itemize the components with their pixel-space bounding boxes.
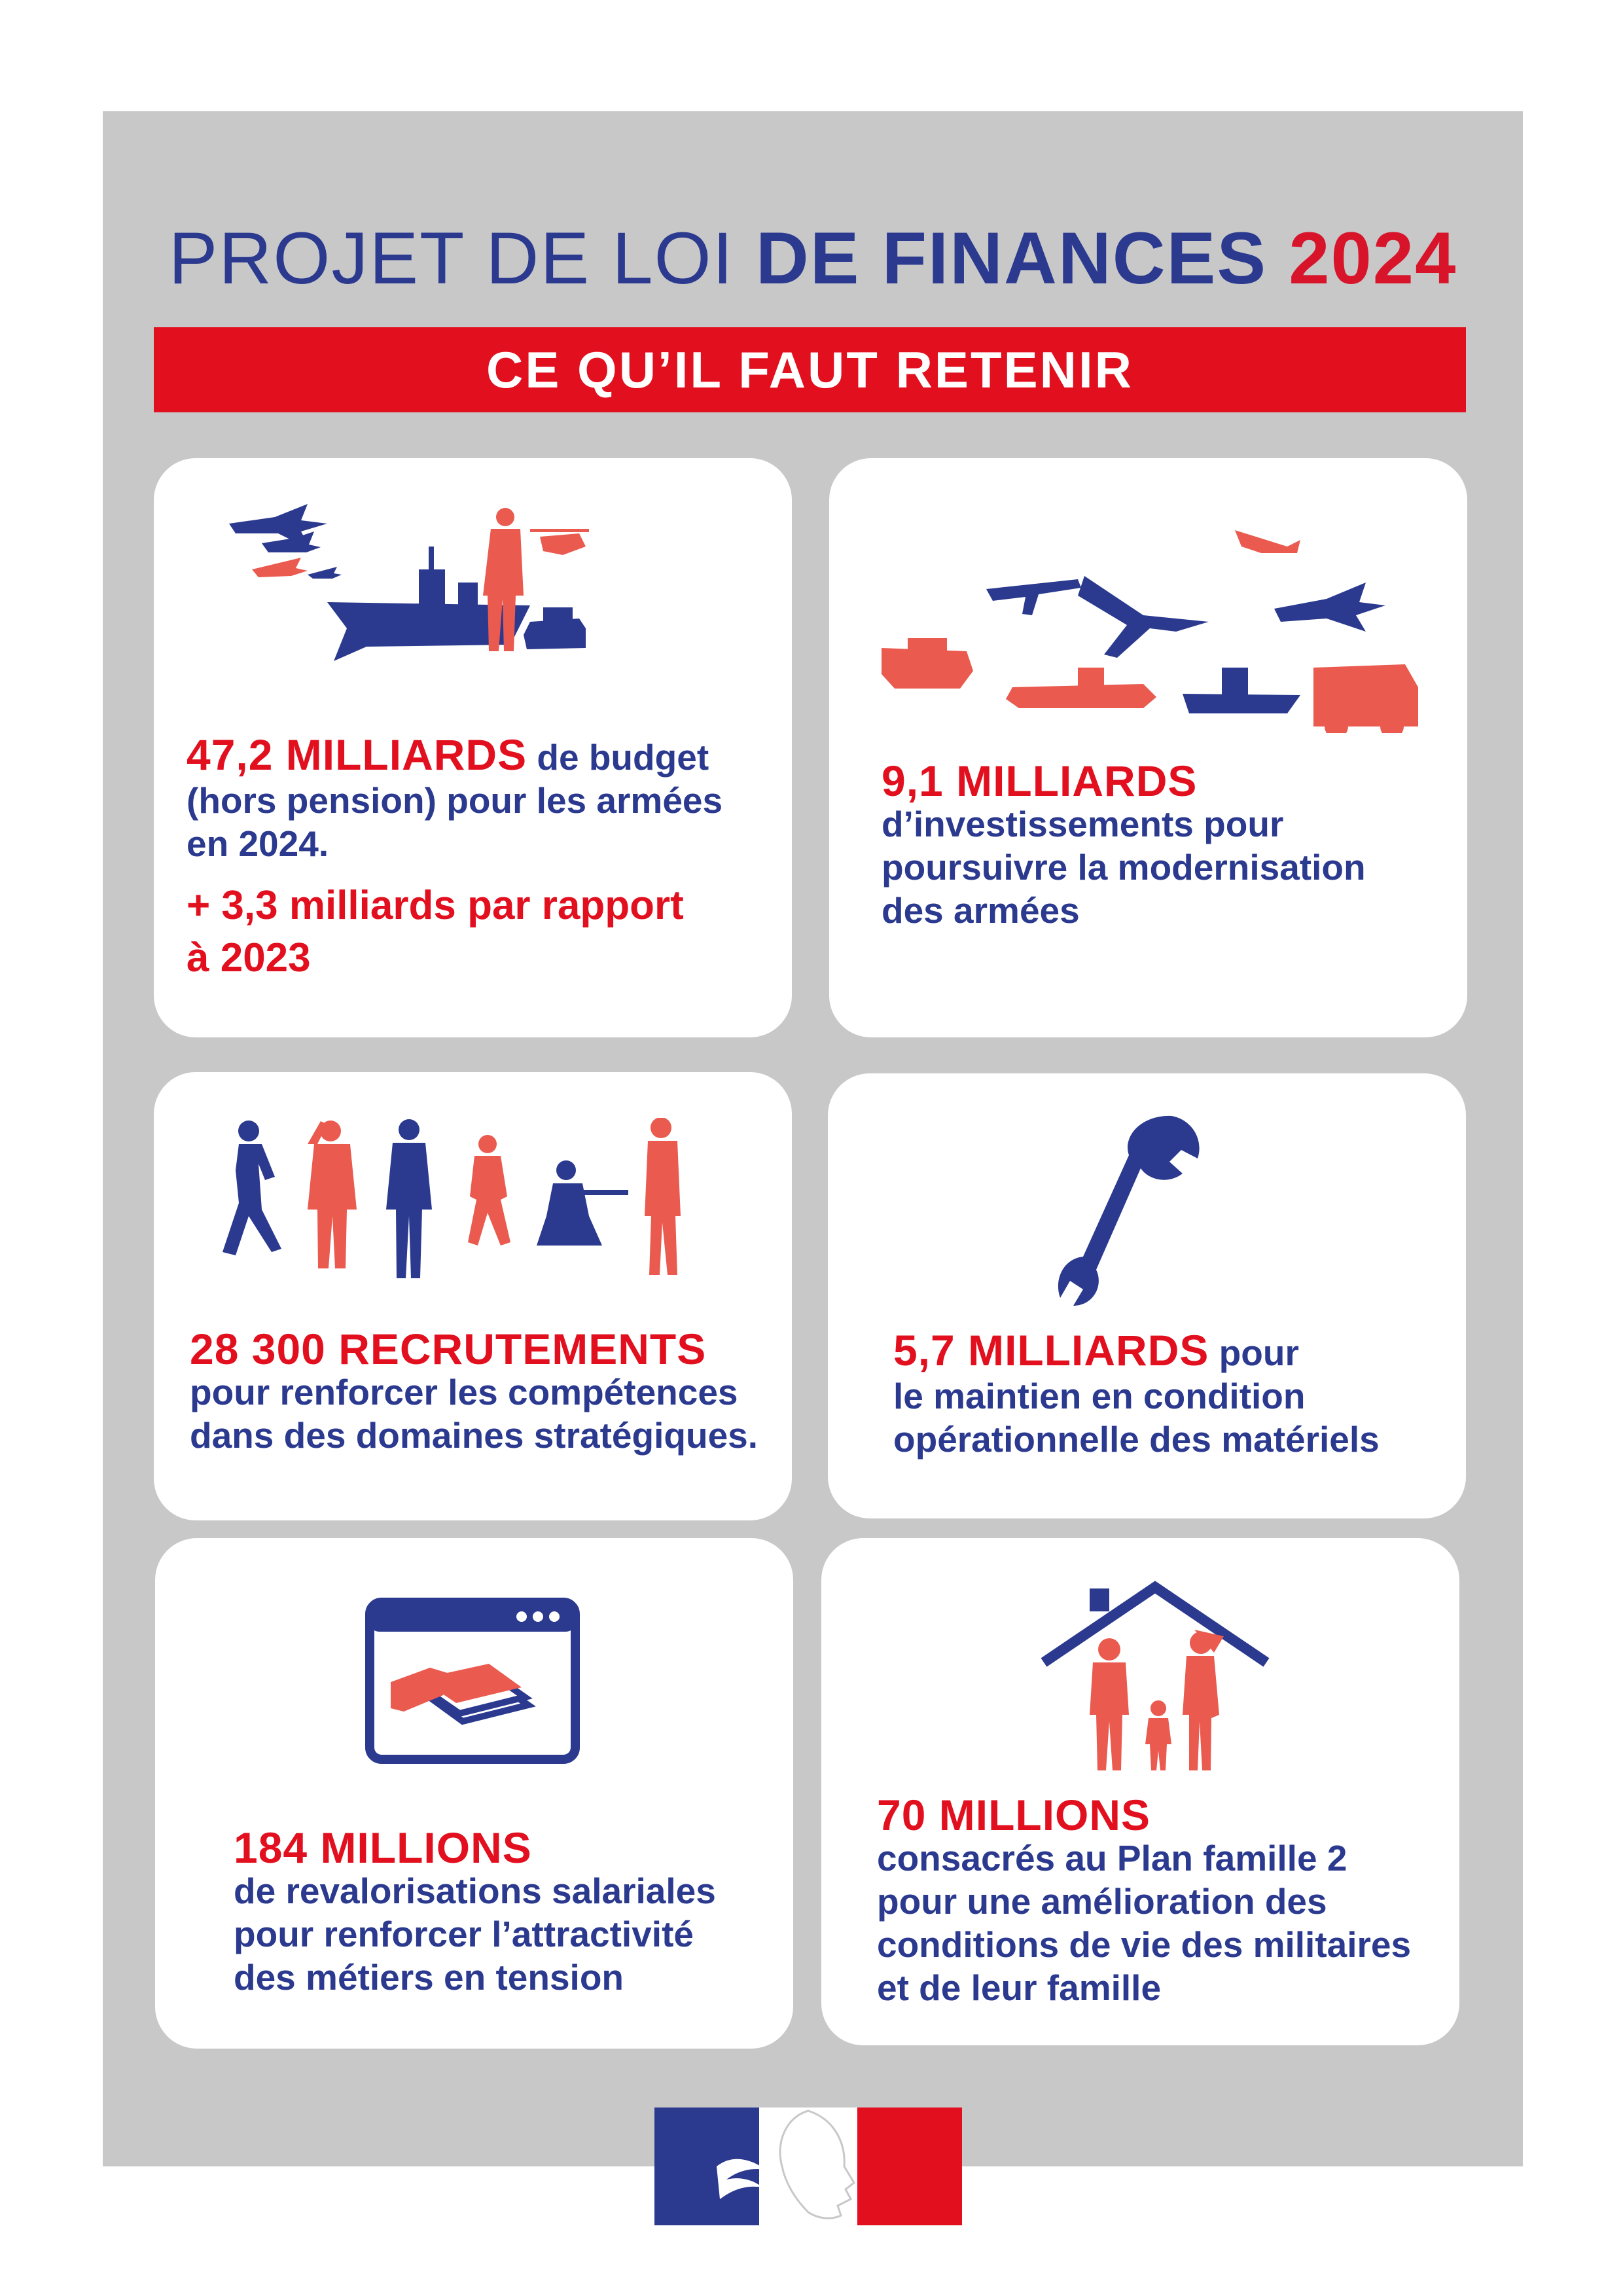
family-house-icon: [1037, 1581, 1273, 1777]
recruitment-highlight: 28 300 RECRUTEMENTS: [190, 1325, 707, 1373]
wrench-icon: [1057, 1109, 1214, 1319]
salary-text: 184 MILLIONS de revalorisations salariales pour renforcer l’attractivité des métiers en tension: [234, 1826, 783, 1999]
family-text: 70 MILLIONS consacrés au Plan famille 2 pour une amélioration des conditions de vie des militaires et de leur famille: [877, 1793, 1453, 2009]
card-family: [821, 1538, 1459, 2045]
banner: CE QU’IL FAUT RETENIR: [154, 327, 1466, 412]
card-maintenance: [828, 1073, 1466, 1518]
card-recruitment: [154, 1072, 792, 1520]
budget-highlight: 47,2 MILLIARDS: [187, 730, 527, 779]
recruits-icon: [209, 1118, 733, 1288]
modernisation-equipment-icon: [868, 517, 1431, 733]
salary-payment-icon: [365, 1597, 580, 1767]
maintenance-highlight: 5,7 MILLIARDS: [893, 1326, 1209, 1374]
main-panel: [103, 111, 1523, 2166]
card-investment: [829, 458, 1467, 1037]
title-year: 2024: [1289, 217, 1457, 299]
family-highlight: 70 MILLIONS: [877, 1791, 1151, 1839]
investment-highlight: 9,1 MILLIARDS: [882, 757, 1198, 805]
salary-highlight: 184 MILLIONS: [234, 1823, 532, 1872]
maintenance-text: 5,7 MILLIARDS pour le maintien en condition opérationnelle des matériels: [893, 1326, 1380, 1460]
investment-text: 9,1 MILLIARDS d’investissements pour poursuivre la modernisation des armées: [882, 759, 1457, 932]
page-title: PROJET DE LOI DE FINANCES 2024: [168, 217, 1457, 299]
card-budget: [154, 458, 792, 1037]
recruitment-text: 28 300 RECRUTEMENTS pour renforcer les compétences dans des domaines stratégiques.: [190, 1327, 779, 1457]
military-equipment-icon: [223, 497, 589, 694]
budget-increase: + 3,3 milliards par rapport: [187, 883, 684, 928]
republic-logo-icon: [654, 2108, 962, 2225]
budget-text: 47,2 MILLIARDS de budget (hors pension) pour les armées en 2024. + 3,3 milliards par rapport à 2023: [187, 733, 776, 984]
card-salary: [155, 1538, 793, 2049]
